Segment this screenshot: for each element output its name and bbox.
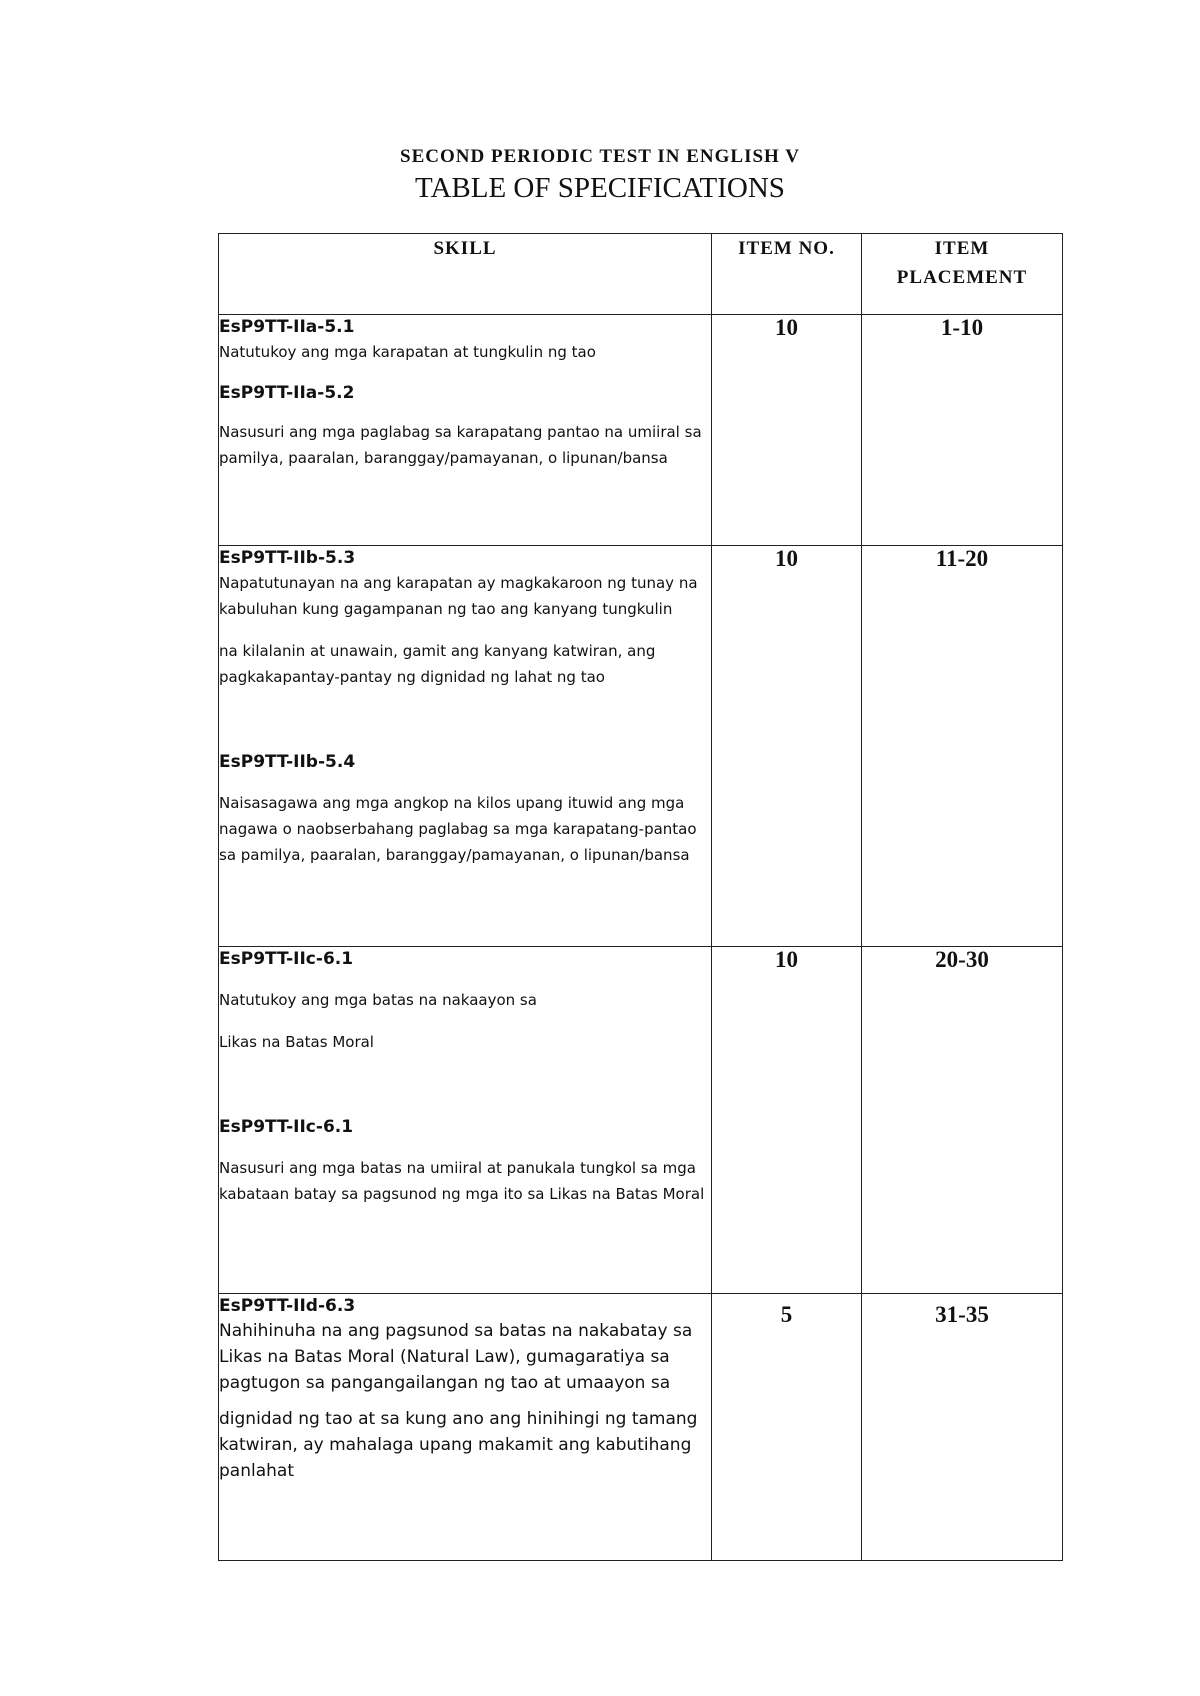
table-row [219,546,1063,947]
tos-title: TABLE OF SPECIFICATIONS [415,172,785,204]
specifications-table [218,233,1063,1561]
item-placement-cell: 11-20 [862,546,1063,947]
competency-description: Likas na Batas Moral [219,1033,374,1051]
competency-code: EsP9TT-IIb-5.4 [219,752,356,772]
competency-description: Likas na Batas Moral (Natural Law), gumagaratiya sa [219,1347,670,1367]
competency-description: Nasusuri ang mga paglabag sa karapatang pantao na umiiral sa [219,423,702,441]
skill-cell [219,546,712,947]
competency-description: pamilya, paaralan, baranggay/pamayanan, o lipunan/bansa [219,449,668,467]
item-no-cell: 10 [712,546,862,947]
competency-description: katwiran, ay mahalaga upang makamit ang kabutihang [219,1435,692,1455]
item-placement-cell: 20-30 [862,947,1063,1294]
column-header-item-placement-line2: PLACEMENT [896,267,1028,288]
column-header-skill: SKILL [219,234,712,315]
competency-description: na kilalanin at unawain, gamit ang kanyang katwiran, ang [219,642,656,660]
table-row [219,947,1063,1294]
competency-code: EsP9TT-IIc-6.1 [219,949,354,969]
competency-code: EsP9TT-IIa-5.1 [219,317,355,337]
item-no-cell: 10 [712,947,862,1294]
test-title: SECOND PERIODIC TEST IN ENGLISH V [400,146,800,167]
table-row [219,1294,1063,1561]
competency-code: EsP9TT-IId-6.3 [219,1296,356,1316]
competency-description: sa pamilya, paaralan, baranggay/pamayanan, o lipunan/bansa [219,846,690,864]
competency-description: kabataan batay sa pagsunod ng mga ito sa Likas na Batas Moral [219,1185,705,1203]
competency-description: nagawa o naobserbahang paglabag sa mga karapatang-pantao [219,820,697,838]
competency-description: kabuluhan kung gagampanan ng tao ang kanyang tungkulin [219,600,673,618]
competency-code: EsP9TT-IIa-5.2 [219,383,355,403]
item-placement-cell: 1-10 [862,315,1063,546]
item-placement-cell: 31-35 [862,1294,1063,1561]
competency-description: Naisasagawa ang mga angkop na kilos upang ituwid ang mga [219,794,685,812]
competency-description: panlahat [219,1461,294,1481]
column-header-item-placement-line1: ITEM [934,238,990,259]
column-header-item-no: ITEM NO. [712,234,862,315]
competency-description: pagkakapantay-pantay ng dignidad ng lahat ng tao [219,668,605,686]
skill-cell [219,947,712,1294]
skill-cell [219,1294,712,1561]
item-no-cell: 10 [712,315,862,546]
column-header-item-placement [862,234,1063,315]
competency-code: EsP9TT-IIb-5.3 [219,548,356,568]
item-no-cell: 5 [712,1294,862,1561]
competency-description: Natutukoy ang mga batas na nakaayon sa [219,991,537,1009]
skill-cell [219,315,712,546]
competency-description: Nahihinuha na ang pagsunod sa batas na nakabatay sa [219,1321,693,1341]
competency-code: EsP9TT-IIc-6.1 [219,1117,354,1137]
competency-description: Natutukoy ang mga karapatan at tungkulin ng tao [219,343,596,361]
competency-description: Napatutunayan na ang karapatan ay magkakaroon ng tunay na [219,574,698,592]
table-header-row [219,234,1063,315]
competency-description: Nasusuri ang mga batas na umiiral at panukala tungkol sa mga [219,1159,696,1177]
table-row [219,315,1063,546]
competency-description: dignidad ng tao at sa kung ano ang hinihingi ng tamang [219,1409,698,1429]
competency-description: pagtugon sa pangangailangan ng tao at umaayon sa [219,1373,671,1393]
